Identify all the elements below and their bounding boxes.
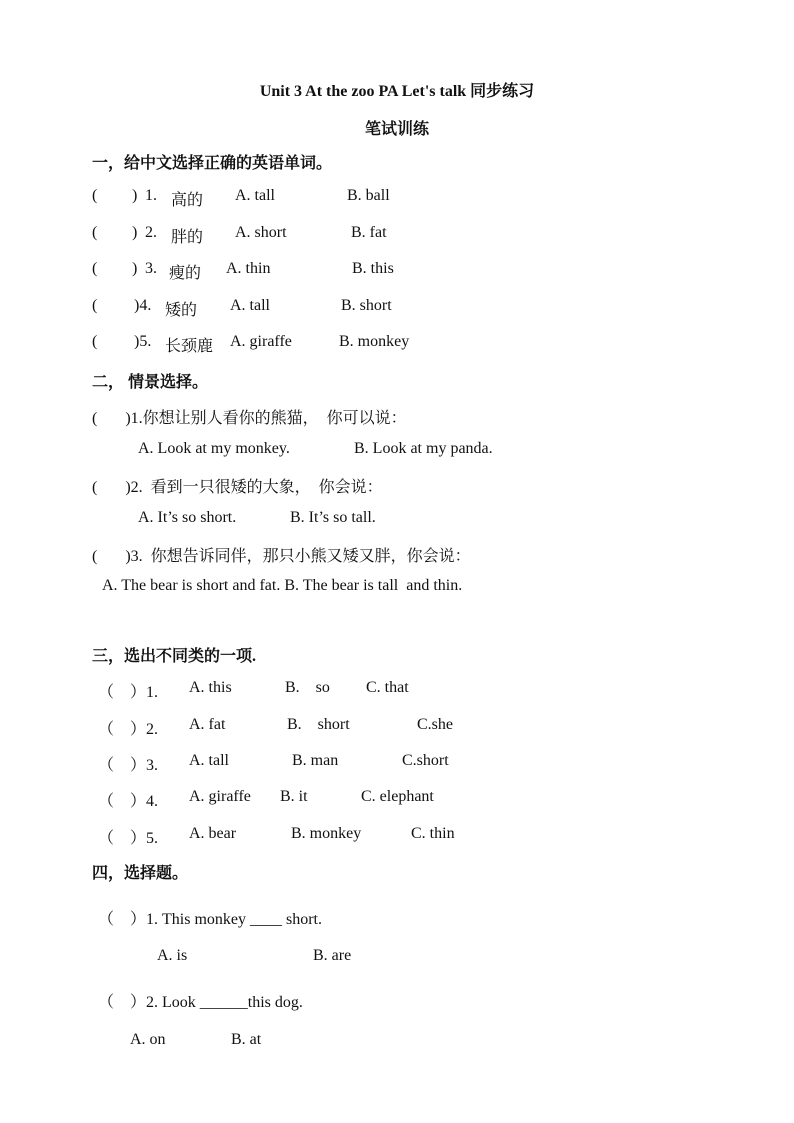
option-b: B. monkey	[291, 825, 362, 842]
option-c: C. thin	[411, 825, 455, 842]
s3-item-2	[0, 716, 794, 740]
option-b: B. ball	[347, 187, 390, 204]
options-ab: A. The bear is short and fat. B. The bear is tall and thin.	[102, 577, 463, 594]
option-b: B. man	[292, 752, 339, 769]
answer-paren-open: (	[92, 333, 98, 350]
s4-item-2-options	[0, 1031, 794, 1055]
s2-item-2-options	[0, 509, 794, 533]
chinese-word: 矮的	[165, 302, 198, 319]
page-title: Unit 3 At the zoo PA Let's talk 同步练习	[259, 83, 535, 100]
answer-paren-open: (	[92, 297, 98, 314]
chinese-word: 长颈鹿	[165, 338, 214, 355]
option-a: A. fat	[189, 716, 226, 733]
item-number: 2.	[145, 224, 157, 241]
s2-item-1-prompt	[0, 405, 794, 429]
answer-paren: （ ）1.	[98, 684, 159, 701]
option-c: C.short	[402, 752, 449, 769]
s2-item-3-prompt	[0, 543, 794, 567]
question-prompt: ( )1.你想让别人看你的熊猫， 你可以说：	[92, 410, 407, 427]
answer-paren: （ ）4.	[98, 793, 159, 810]
option-a: A. this	[189, 679, 232, 696]
answer-paren-open: (	[92, 187, 98, 204]
s1-item-3	[0, 260, 794, 284]
option-a: A. is	[157, 947, 188, 964]
option-a: A. short	[235, 224, 287, 241]
option-a: A. giraffe	[189, 788, 251, 805]
item-number: 1.	[145, 187, 157, 204]
s3-item-3	[0, 752, 794, 776]
option-b: B. are	[313, 947, 352, 964]
chinese-word: 瘦的	[169, 265, 202, 282]
section-4-heading: 四，选择题。	[92, 865, 189, 882]
answer-paren-close: )	[132, 224, 138, 241]
option-a: A. on	[130, 1031, 166, 1048]
s4-item-2-question	[0, 989, 794, 1013]
page-subtitle: 笔试训练	[364, 121, 429, 138]
s3-item-5	[0, 825, 794, 849]
section-1-heading: 一，给中文选择正确的英语单词。	[92, 155, 333, 172]
s2-item-2-prompt	[0, 474, 794, 498]
option-b: B. Look at my panda.	[354, 440, 493, 457]
answer-paren-close: )4.	[134, 297, 152, 314]
option-a: A. tall	[230, 297, 270, 314]
option-b: B. monkey	[339, 333, 410, 350]
option-b: B. so	[285, 679, 330, 696]
option-c: C. that	[366, 679, 409, 696]
question-prompt: ( )3. 你想告诉同伴，那只小熊又矮又胖，你会说：	[92, 548, 471, 565]
answer-paren-open: (	[92, 224, 98, 241]
section-3-heading: 三，选出不同类的一项.	[92, 648, 257, 665]
option-b: B. It’s so tall.	[290, 509, 376, 526]
option-c: C. elephant	[361, 788, 434, 805]
option-b: B. this	[352, 260, 394, 277]
s1-item-2	[0, 224, 794, 248]
s1-item-1	[0, 187, 794, 211]
s3-item-1	[0, 679, 794, 703]
question-text: （ ）1. This monkey ____ short.	[98, 911, 322, 928]
answer-paren-open: (	[92, 260, 98, 277]
option-b: B. fat	[351, 224, 387, 241]
answer-paren-close: )	[132, 260, 138, 277]
option-a: A. Look at my monkey.	[138, 440, 290, 457]
chinese-word: 胖的	[171, 229, 204, 246]
option-a: A. It’s so short.	[138, 509, 237, 526]
option-b: B. it	[280, 788, 308, 805]
section-2-heading: 二， 情景选择。	[92, 374, 209, 391]
s4-item-1-question	[0, 906, 794, 930]
s1-item-5	[0, 333, 794, 357]
item-number: 3.	[145, 260, 157, 277]
s2-item-1-options	[0, 440, 794, 464]
option-a: A. thin	[226, 260, 271, 277]
answer-paren-close: )	[132, 187, 138, 204]
option-b: B. at	[231, 1031, 262, 1048]
option-a: A. bear	[189, 825, 237, 842]
answer-paren: （ ）2.	[98, 721, 159, 738]
answer-paren: （ ）3.	[98, 757, 159, 774]
option-b: B. short	[287, 716, 350, 733]
answer-paren-close: )5.	[134, 333, 152, 350]
option-a: A. tall	[189, 752, 229, 769]
question-prompt: ( )2. 看到一只很矮的大象， 你会说：	[92, 479, 383, 496]
s1-item-4	[0, 297, 794, 321]
chinese-word: 高的	[171, 192, 204, 209]
option-c: C.she	[417, 716, 453, 733]
s2-item-3-options	[0, 577, 794, 601]
option-a: A. giraffe	[230, 333, 292, 350]
s4-item-1-options	[0, 947, 794, 971]
option-b: B. short	[341, 297, 392, 314]
answer-paren: （ ）5.	[98, 830, 159, 847]
option-a: A. tall	[235, 187, 275, 204]
s3-item-4	[0, 788, 794, 812]
question-text: （ ）2. Look ______this dog.	[98, 994, 303, 1011]
